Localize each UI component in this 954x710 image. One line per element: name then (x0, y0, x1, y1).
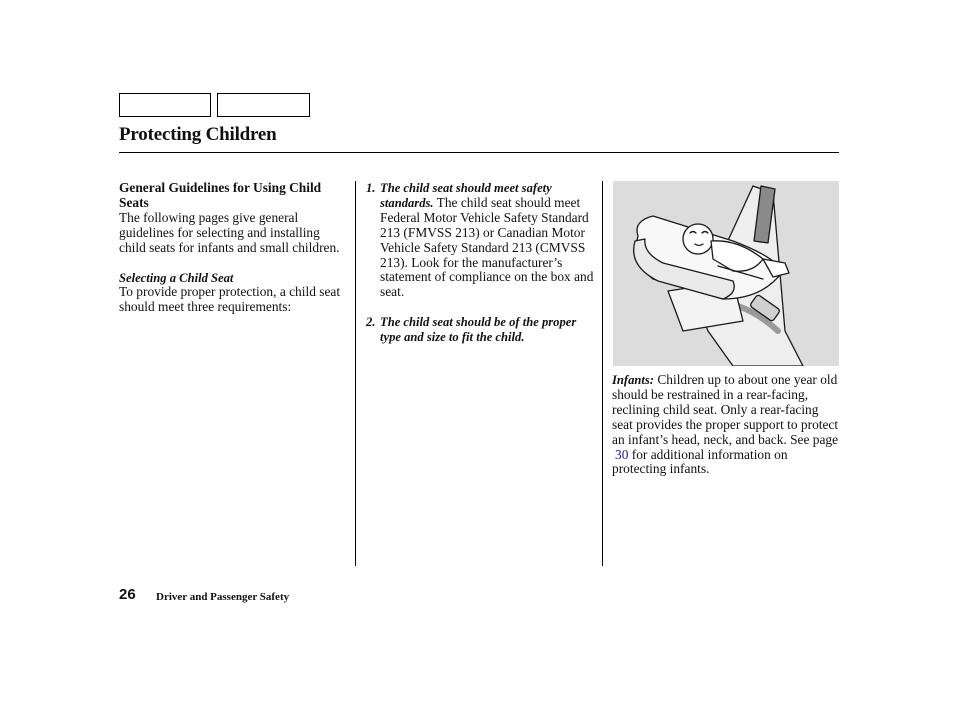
item-number: 2. (366, 315, 376, 330)
infants-text: Children up to about one year old should be restrained in a rear-facing, reclining child seat. Only a rear-facing seat provides the proper support to protect an infant’s head, neck, and back. See page (612, 372, 839, 447)
requirement-item-1 (366, 181, 598, 300)
item-lead: The child seat should be of the proper type and size to fit the child. (380, 315, 577, 345)
item-text: The child seat should meet Federal Motor Vehicle Safety Standard 213 (FMVSS 213) or Canadian Motor Vehicle Safety Standard 213 (CMVSS 213). Look for the manufacturer’s statement of compliance on the box and seat. (380, 194, 594, 300)
subsection-heading: Selecting a Child Seat (119, 270, 234, 285)
page-number: 26 (119, 586, 136, 603)
item-lead: The child seat should meet safety standards. (380, 181, 552, 210)
page-title: Protecting Children (119, 124, 277, 145)
item-number: 1. (366, 181, 376, 195)
infant-seat-icon (613, 181, 839, 366)
footer-section-name: Driver and Passenger Safety (156, 591, 290, 603)
column-infants (612, 373, 840, 477)
requirement-item-2 (366, 315, 598, 345)
column-general-guidelines (119, 181, 349, 315)
nav-tab-box-1[interactable] (119, 93, 211, 117)
subsection-paragraph: To provide proper protection, a child seat should meet three requirements: (119, 284, 341, 315)
title-divider (119, 152, 839, 153)
column-divider-1 (355, 181, 356, 566)
section-heading: General Guidelines for Using Child Seats (119, 180, 322, 210)
infants-paragraph (612, 373, 840, 477)
intro-paragraph: The following pages give general guidelines for selecting and installing child seats for infants and small children. (119, 209, 340, 255)
page-30-link[interactable]: 30 (615, 446, 629, 462)
nav-tab-box-2[interactable] (217, 93, 310, 117)
infant-car-seat-illustration (613, 181, 839, 366)
infants-lead: Infants: (612, 373, 654, 387)
infants-text-after: for additional information on protecting infants. (612, 446, 788, 477)
column-divider-2 (602, 181, 603, 566)
column-requirements (366, 181, 598, 345)
